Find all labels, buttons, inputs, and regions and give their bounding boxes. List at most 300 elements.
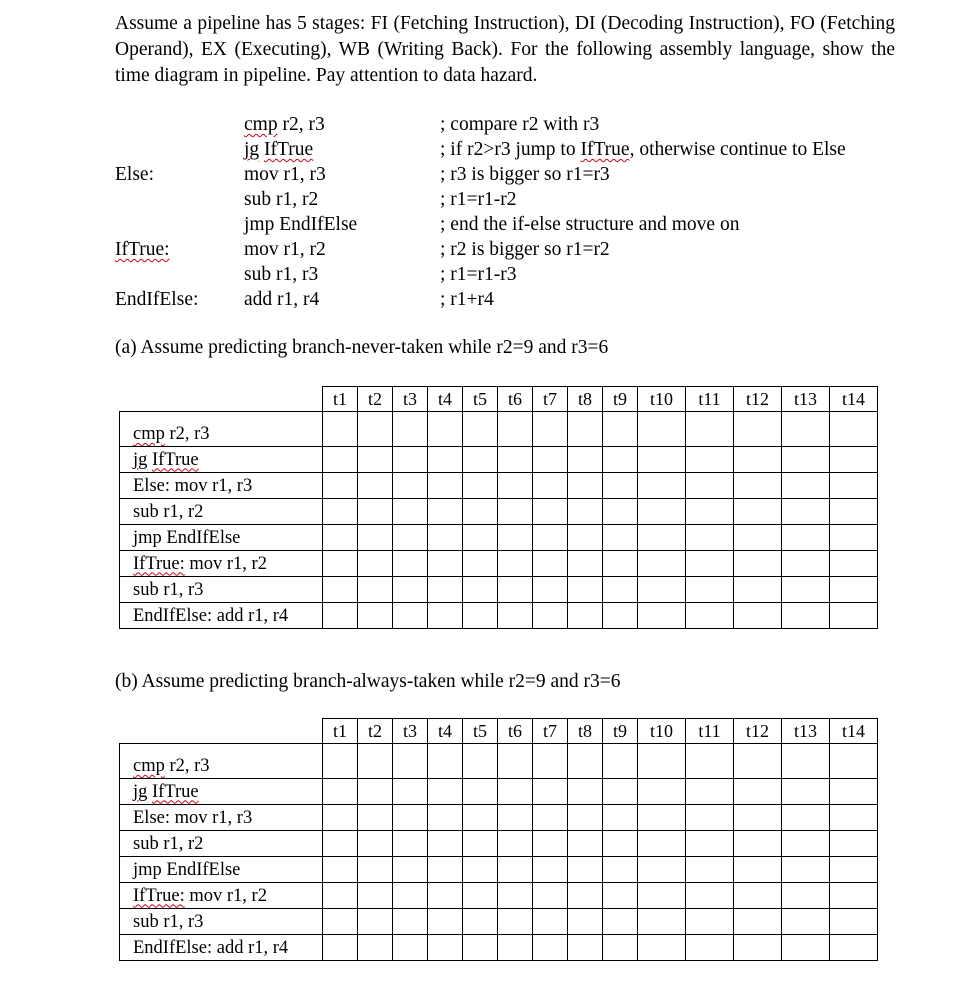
- stage-cell[interactable]: [830, 805, 878, 831]
- stage-cell[interactable]: [323, 744, 358, 779]
- instruction-cell: [120, 447, 323, 473]
- stage-cell[interactable]: [603, 744, 638, 779]
- stage-cell[interactable]: [393, 603, 428, 629]
- instruction-cell: [120, 412, 323, 447]
- stage-cell[interactable]: [830, 831, 878, 857]
- table-row: [120, 473, 878, 499]
- time-header-t10: t10: [638, 387, 686, 412]
- stage-cell[interactable]: [323, 779, 358, 805]
- stage-cell[interactable]: [393, 577, 428, 603]
- stage-cell[interactable]: [734, 412, 782, 447]
- stage-cell[interactable]: [734, 744, 782, 779]
- stage-cell[interactable]: [533, 744, 568, 779]
- stage-cell[interactable]: [568, 499, 603, 525]
- stage-cell[interactable]: [498, 909, 533, 935]
- stage-cell[interactable]: [782, 744, 830, 779]
- stage-cell[interactable]: [638, 744, 686, 779]
- stage-cell[interactable]: [393, 744, 428, 779]
- stage-cell[interactable]: [638, 551, 686, 577]
- stage-cell[interactable]: [638, 805, 686, 831]
- time-header-t6: t6: [498, 387, 533, 412]
- table-row: [120, 831, 878, 857]
- stage-cell[interactable]: [568, 603, 603, 629]
- time-header-t11: t11: [686, 387, 734, 412]
- stage-cell[interactable]: [686, 909, 734, 935]
- stage-cell[interactable]: [393, 499, 428, 525]
- stage-cell[interactable]: [782, 499, 830, 525]
- stage-cell[interactable]: [358, 805, 393, 831]
- instruction-cell: [120, 499, 323, 525]
- time-header-t7: t7: [533, 387, 568, 412]
- text-fragment: sub r1, r3: [244, 264, 319, 285]
- stage-cell[interactable]: [734, 831, 782, 857]
- stage-cell[interactable]: [686, 551, 734, 577]
- stage-cell[interactable]: [323, 909, 358, 935]
- table-row: [120, 603, 878, 629]
- time-header-t10: t10: [638, 719, 686, 744]
- stage-cell[interactable]: [782, 857, 830, 883]
- stage-cell[interactable]: [568, 909, 603, 935]
- stage-cell[interactable]: [603, 909, 638, 935]
- stage-cell[interactable]: [782, 447, 830, 473]
- stage-cell[interactable]: [428, 935, 463, 961]
- stage-cell[interactable]: [428, 551, 463, 577]
- stage-cell[interactable]: [463, 551, 498, 577]
- stage-cell[interactable]: [533, 499, 568, 525]
- stage-cell[interactable]: [830, 499, 878, 525]
- stage-cell[interactable]: [830, 447, 878, 473]
- stage-cell[interactable]: [533, 857, 568, 883]
- stage-cell[interactable]: [463, 473, 498, 499]
- instruction-cell: [120, 857, 323, 883]
- text-fragment: ; r1=r1-r2: [440, 189, 517, 210]
- stage-cell[interactable]: [323, 857, 358, 883]
- table-row: [120, 577, 878, 603]
- time-header-t2: t2: [358, 387, 393, 412]
- stage-cell[interactable]: [568, 412, 603, 447]
- stage-cell[interactable]: [603, 779, 638, 805]
- stage-cell[interactable]: [734, 473, 782, 499]
- stage-cell[interactable]: [428, 577, 463, 603]
- stage-cell[interactable]: [638, 831, 686, 857]
- stage-cell[interactable]: [358, 551, 393, 577]
- stage-cell[interactable]: [603, 499, 638, 525]
- stage-cell[interactable]: [533, 412, 568, 447]
- stage-cell[interactable]: [358, 412, 393, 447]
- stage-cell[interactable]: [686, 805, 734, 831]
- stage-cell[interactable]: [393, 909, 428, 935]
- stage-cell[interactable]: [323, 447, 358, 473]
- code-label: IfTrue:: [115, 239, 170, 260]
- part-b-title: (b) Assume predicting branch-always-taken while r2=9 and r3=6: [115, 671, 621, 692]
- stage-cell[interactable]: [533, 525, 568, 551]
- stage-cell[interactable]: [323, 499, 358, 525]
- stage-cell[interactable]: [533, 473, 568, 499]
- stage-cell[interactable]: [393, 779, 428, 805]
- stage-cell[interactable]: [358, 909, 393, 935]
- stage-cell[interactable]: [533, 779, 568, 805]
- code-instruction: [244, 262, 318, 287]
- stage-cell[interactable]: [686, 603, 734, 629]
- stage-cell[interactable]: [782, 805, 830, 831]
- spellcheck-flagged-text: IfTrue: [264, 139, 314, 160]
- spellcheck-flagged-text: IfTrue: [580, 139, 630, 160]
- stage-cell[interactable]: [603, 412, 638, 447]
- spellcheck-flagged-text: cmp: [133, 424, 165, 444]
- stage-cell[interactable]: [428, 525, 463, 551]
- instruction-cell: [120, 473, 323, 499]
- stage-cell[interactable]: [323, 603, 358, 629]
- spellcheck-flagged-text: cmp: [133, 756, 165, 776]
- stage-cell[interactable]: [782, 779, 830, 805]
- stage-cell[interactable]: [686, 577, 734, 603]
- stage-cell[interactable]: [568, 831, 603, 857]
- stage-cell[interactable]: [686, 935, 734, 961]
- stage-cell[interactable]: [498, 779, 533, 805]
- header-corner-cell: [120, 719, 323, 744]
- time-header-t5: t5: [463, 719, 498, 744]
- stage-cell[interactable]: [603, 831, 638, 857]
- stage-cell[interactable]: [782, 883, 830, 909]
- stage-cell[interactable]: [358, 525, 393, 551]
- stage-cell[interactable]: [393, 883, 428, 909]
- text-fragment: ; r3 is bigger so r1=r3: [440, 164, 610, 185]
- stage-cell[interactable]: [463, 603, 498, 629]
- stage-cell[interactable]: [638, 447, 686, 473]
- text-fragment: Else: mov r1, r3: [133, 475, 253, 496]
- time-header-t14: t14: [830, 719, 878, 744]
- stage-cell[interactable]: [533, 603, 568, 629]
- stage-cell[interactable]: [568, 551, 603, 577]
- stage-cell[interactable]: [498, 473, 533, 499]
- stage-cell[interactable]: [734, 857, 782, 883]
- stage-cell[interactable]: [830, 473, 878, 499]
- stage-cell[interactable]: [734, 551, 782, 577]
- stage-cell[interactable]: [782, 909, 830, 935]
- stage-cell[interactable]: [568, 935, 603, 961]
- stage-cell[interactable]: [782, 551, 830, 577]
- stage-cell[interactable]: [686, 473, 734, 499]
- stage-cell[interactable]: [393, 412, 428, 447]
- time-header-t8: t8: [568, 719, 603, 744]
- stage-cell[interactable]: [603, 551, 638, 577]
- stage-cell[interactable]: [568, 779, 603, 805]
- stage-cell[interactable]: [782, 577, 830, 603]
- stage-cell[interactable]: [734, 779, 782, 805]
- stage-cell[interactable]: [830, 577, 878, 603]
- stage-cell[interactable]: [603, 883, 638, 909]
- stage-cell[interactable]: [498, 412, 533, 447]
- stage-cell[interactable]: [830, 551, 878, 577]
- stage-cell[interactable]: [686, 744, 734, 779]
- stage-cell[interactable]: [686, 525, 734, 551]
- stage-cell[interactable]: [323, 935, 358, 961]
- stage-cell[interactable]: [393, 805, 428, 831]
- stage-cell[interactable]: [603, 447, 638, 473]
- stage-cell[interactable]: [638, 779, 686, 805]
- stage-cell[interactable]: [603, 857, 638, 883]
- text-fragment: EndIfElse: add r1, r4: [133, 605, 289, 626]
- stage-cell[interactable]: [533, 551, 568, 577]
- text-fragment: mov r1, r2: [244, 239, 326, 260]
- stage-cell[interactable]: [323, 473, 358, 499]
- instruction-cell: [120, 603, 323, 629]
- text-fragment: ; compare r2 with r3: [440, 114, 600, 135]
- stage-cell[interactable]: [463, 744, 498, 779]
- stage-cell[interactable]: [428, 603, 463, 629]
- question-text: Assume a pipeline has 5 stages: FI (Fetching Instruction), DI (Decoding Instruction), FO (Fetching Operand), EX (Executing), WB (Writing Back). For the following assembly language, show the time diagram in pipeline. Pay attention to data hazard.: [115, 13, 895, 86]
- stage-cell[interactable]: [734, 577, 782, 603]
- stage-cell[interactable]: [358, 857, 393, 883]
- stage-cell[interactable]: [533, 831, 568, 857]
- code-comment: [440, 287, 494, 312]
- stage-cell[interactable]: [428, 412, 463, 447]
- stage-cell[interactable]: [568, 805, 603, 831]
- stage-cell[interactable]: [358, 883, 393, 909]
- stage-cell[interactable]: [568, 857, 603, 883]
- text-fragment: Else: mov r1, r3: [133, 807, 253, 828]
- table-row: [120, 935, 878, 961]
- stage-cell[interactable]: [428, 473, 463, 499]
- stage-cell[interactable]: [393, 551, 428, 577]
- stage-cell[interactable]: [428, 805, 463, 831]
- code-comment: [440, 162, 610, 187]
- stage-cell[interactable]: [358, 499, 393, 525]
- stage-cell[interactable]: [734, 935, 782, 961]
- code-instruction: [244, 187, 318, 212]
- stage-cell[interactable]: [358, 779, 393, 805]
- stage-cell[interactable]: [782, 935, 830, 961]
- code-instruction: [244, 212, 357, 237]
- stage-cell[interactable]: [686, 499, 734, 525]
- stage-cell[interactable]: [782, 412, 830, 447]
- stage-cell[interactable]: [638, 909, 686, 935]
- spellcheck-flagged-text: cmp: [244, 114, 278, 135]
- code-line: [0, 112, 974, 137]
- stage-cell[interactable]: [782, 603, 830, 629]
- text-fragment: sub r1, r3: [133, 579, 204, 600]
- time-header-t1: t1: [323, 387, 358, 412]
- stage-cell[interactable]: [638, 499, 686, 525]
- spellcheck-flagged-text: IfTrue: [152, 781, 199, 802]
- stage-cell[interactable]: [686, 883, 734, 909]
- stage-cell[interactable]: [568, 577, 603, 603]
- stage-cell[interactable]: [428, 779, 463, 805]
- stage-cell[interactable]: [568, 883, 603, 909]
- stage-cell[interactable]: [463, 577, 498, 603]
- stage-cell[interactable]: [686, 831, 734, 857]
- stage-cell[interactable]: [686, 447, 734, 473]
- stage-cell[interactable]: [734, 499, 782, 525]
- stage-cell[interactable]: [498, 831, 533, 857]
- text-fragment: jmp EndIfElse: [133, 859, 241, 880]
- time-header-t3: t3: [393, 387, 428, 412]
- stage-cell[interactable]: [638, 603, 686, 629]
- code-line: [0, 287, 974, 312]
- stage-cell[interactable]: [393, 525, 428, 551]
- text-fragment: r2, r3: [164, 424, 210, 444]
- stage-cell[interactable]: [323, 577, 358, 603]
- instruction-cell: [120, 935, 323, 961]
- stage-cell[interactable]: [463, 857, 498, 883]
- stage-cell[interactable]: [734, 525, 782, 551]
- stage-cell[interactable]: [533, 935, 568, 961]
- stage-cell[interactable]: [638, 883, 686, 909]
- stage-cell[interactable]: [782, 831, 830, 857]
- stage-cell[interactable]: [533, 805, 568, 831]
- stage-cell[interactable]: [463, 779, 498, 805]
- stage-cell[interactable]: [498, 603, 533, 629]
- stage-cell[interactable]: [463, 883, 498, 909]
- spellcheck-flagged-text: jg: [133, 449, 148, 470]
- pipeline-table-b: [119, 718, 878, 961]
- stage-cell[interactable]: [393, 447, 428, 473]
- stage-cell[interactable]: [830, 744, 878, 779]
- table-row: [120, 551, 878, 577]
- stage-cell[interactable]: [830, 525, 878, 551]
- stage-cell[interactable]: [830, 857, 878, 883]
- stage-cell[interactable]: [498, 883, 533, 909]
- stage-cell[interactable]: [498, 499, 533, 525]
- text-fragment: ; r1=r1-r3: [440, 264, 517, 285]
- stage-cell[interactable]: [358, 831, 393, 857]
- code-line: [0, 187, 974, 212]
- time-header-row: [120, 719, 878, 744]
- instruction-cell: [120, 551, 323, 577]
- stage-cell[interactable]: [358, 447, 393, 473]
- time-header-t4: t4: [428, 387, 463, 412]
- code-comment: [440, 187, 517, 212]
- stage-cell[interactable]: [498, 935, 533, 961]
- stage-cell[interactable]: [428, 857, 463, 883]
- stage-cell[interactable]: [734, 883, 782, 909]
- stage-cell[interactable]: [358, 603, 393, 629]
- stage-cell[interactable]: [533, 883, 568, 909]
- stage-cell[interactable]: [568, 473, 603, 499]
- stage-cell[interactable]: [393, 473, 428, 499]
- time-header-t8: t8: [568, 387, 603, 412]
- stage-cell[interactable]: [323, 412, 358, 447]
- time-header-t3: t3: [393, 719, 428, 744]
- stage-cell[interactable]: [638, 473, 686, 499]
- stage-cell[interactable]: [358, 473, 393, 499]
- stage-cell[interactable]: [638, 412, 686, 447]
- stage-cell[interactable]: [393, 935, 428, 961]
- stage-cell[interactable]: [686, 857, 734, 883]
- stage-cell[interactable]: [603, 805, 638, 831]
- stage-cell[interactable]: [428, 744, 463, 779]
- stage-cell[interactable]: [463, 499, 498, 525]
- table-row: [120, 499, 878, 525]
- stage-cell[interactable]: [393, 857, 428, 883]
- stage-cell[interactable]: [734, 805, 782, 831]
- stage-cell[interactable]: [358, 577, 393, 603]
- stage-cell[interactable]: [533, 909, 568, 935]
- time-header-t13: t13: [782, 719, 830, 744]
- time-header-t12: t12: [734, 719, 782, 744]
- stage-cell[interactable]: [498, 551, 533, 577]
- stage-cell[interactable]: [393, 831, 428, 857]
- stage-cell[interactable]: [568, 744, 603, 779]
- table-row: [120, 909, 878, 935]
- part-a-title: (a) Assume predicting branch-never-taken while r2=9 and r3=6: [115, 337, 609, 358]
- spellcheck-flagged-text: IfTrue:: [133, 553, 185, 574]
- stage-cell[interactable]: [603, 603, 638, 629]
- stage-cell[interactable]: [498, 577, 533, 603]
- stage-cell[interactable]: [358, 744, 393, 779]
- table-row: [120, 447, 878, 473]
- text-fragment: ; r1+r4: [440, 289, 494, 310]
- stage-cell[interactable]: [603, 525, 638, 551]
- stage-cell[interactable]: [830, 603, 878, 629]
- stage-cell[interactable]: [603, 577, 638, 603]
- stage-cell[interactable]: [638, 577, 686, 603]
- stage-cell[interactable]: [638, 935, 686, 961]
- stage-cell[interactable]: [734, 909, 782, 935]
- text-fragment: sub r1, r2: [133, 833, 204, 854]
- instruction-cell: [120, 831, 323, 857]
- stage-cell[interactable]: [463, 525, 498, 551]
- stage-cell[interactable]: [498, 857, 533, 883]
- stage-cell[interactable]: [734, 447, 782, 473]
- stage-cell[interactable]: [463, 447, 498, 473]
- stage-cell[interactable]: [358, 935, 393, 961]
- stage-cell[interactable]: [782, 525, 830, 551]
- stage-cell[interactable]: [323, 805, 358, 831]
- stage-cell[interactable]: [428, 909, 463, 935]
- stage-cell[interactable]: [638, 525, 686, 551]
- stage-cell[interactable]: [498, 447, 533, 473]
- text-fragment: r2, r3: [277, 114, 325, 135]
- stage-cell[interactable]: [568, 447, 603, 473]
- code-instruction: [244, 112, 325, 137]
- stage-cell[interactable]: [323, 551, 358, 577]
- stage-cell[interactable]: [830, 779, 878, 805]
- stage-cell[interactable]: [830, 883, 878, 909]
- text-fragment: mov r1, r2: [184, 885, 267, 906]
- stage-cell[interactable]: [603, 935, 638, 961]
- stage-cell[interactable]: [463, 805, 498, 831]
- stage-cell[interactable]: [638, 857, 686, 883]
- stage-cell[interactable]: [428, 883, 463, 909]
- stage-cell[interactable]: [830, 935, 878, 961]
- stage-cell[interactable]: [830, 412, 878, 447]
- stage-cell[interactable]: [686, 412, 734, 447]
- stage-cell[interactable]: [568, 525, 603, 551]
- stage-cell[interactable]: [782, 473, 830, 499]
- stage-cell[interactable]: [323, 831, 358, 857]
- stage-cell[interactable]: [533, 577, 568, 603]
- stage-cell[interactable]: [498, 744, 533, 779]
- stage-cell[interactable]: [686, 779, 734, 805]
- stage-cell[interactable]: [533, 447, 568, 473]
- stage-cell[interactable]: [463, 412, 498, 447]
- stage-cell[interactable]: [463, 909, 498, 935]
- stage-cell[interactable]: [498, 805, 533, 831]
- stage-cell[interactable]: [498, 525, 533, 551]
- stage-cell[interactable]: [323, 525, 358, 551]
- stage-cell[interactable]: [603, 473, 638, 499]
- stage-cell[interactable]: [323, 883, 358, 909]
- stage-cell[interactable]: [830, 909, 878, 935]
- stage-cell[interactable]: [463, 831, 498, 857]
- stage-cell[interactable]: [428, 831, 463, 857]
- stage-cell[interactable]: [428, 447, 463, 473]
- stage-cell[interactable]: [734, 603, 782, 629]
- stage-cell[interactable]: [428, 499, 463, 525]
- stage-cell[interactable]: [463, 935, 498, 961]
- instruction-cell: [120, 805, 323, 831]
